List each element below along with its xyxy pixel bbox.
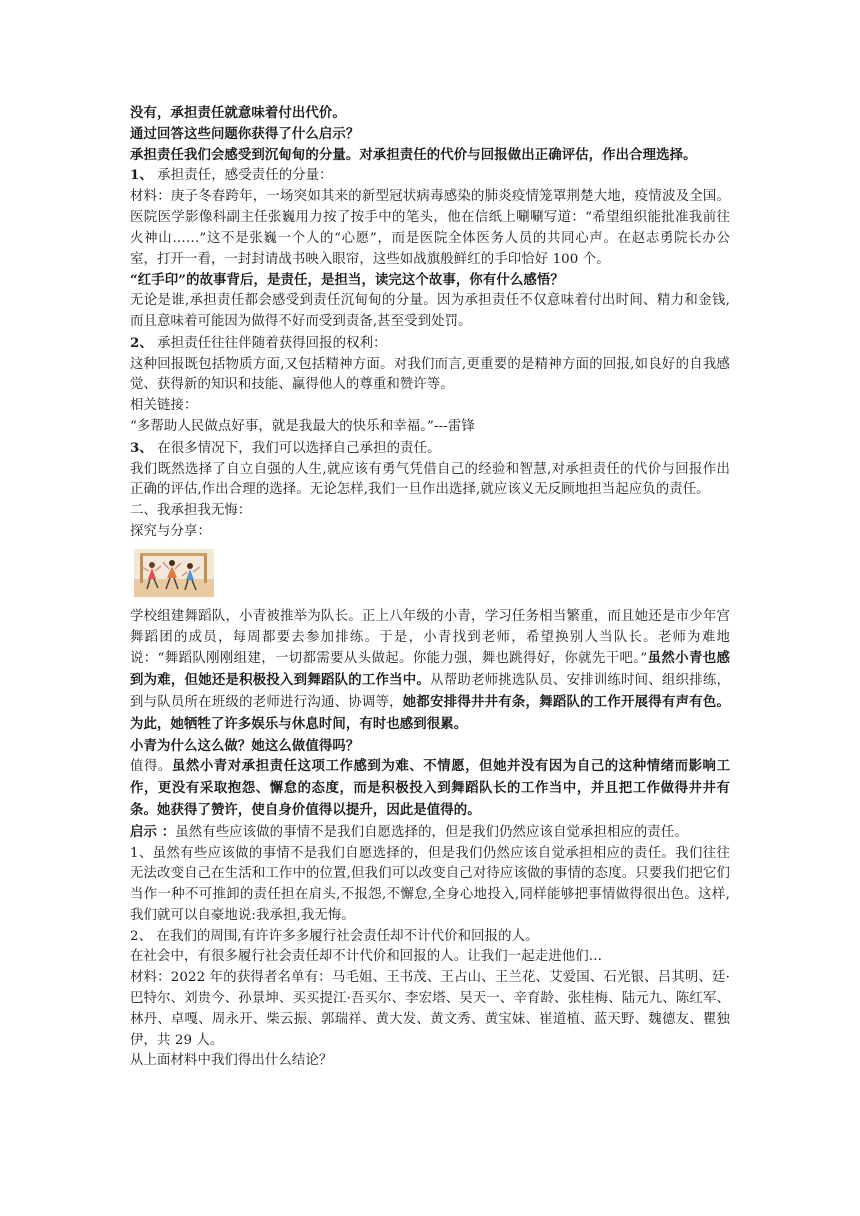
heading-number: 3、 — [130, 439, 153, 456]
heading-text: 承担责任往往伴随着获得回报的权利： — [157, 335, 387, 351]
answer-lead: 值得。 — [130, 759, 172, 775]
question: 从上面材料中我们得出什么结论？ — [130, 1053, 333, 1069]
quote: “多帮助人民做点好事，就是我最大的快乐和幸福。”---雷锋 — [130, 418, 475, 434]
paragraph: 2、 在我们的周围,有许许多多履行社会责任却不计代价和回报的人。 — [130, 928, 539, 944]
story-text: 从帮助老师挑选队员、安排训练时间、组织排练，到与队员所在班级的老师进行沟通、协调等， — [130, 673, 730, 710]
paragraph: 我们既然选择了自立自强的人生,就应该有勇气凭借自己的经验和智慧,对承担责任的代价与回报作出正确的评估,作出合理的选择。无论怎样,我们一旦作出选择,就应该义无反顾地担当起应负的责任。 — [130, 461, 730, 498]
heading-1 — [130, 165, 730, 187]
document-body — [130, 103, 730, 1072]
link-label: 相关链接： — [130, 398, 198, 414]
explore-label: 探究与分享： — [130, 523, 211, 539]
story-paragraph — [130, 607, 730, 736]
paragraph: 通过回答这些问题你获得了什么启示？ — [130, 125, 360, 142]
dance-photo-icon — [130, 545, 218, 601]
heading-number: 1、 — [130, 167, 153, 184]
heading-2 — [130, 333, 730, 355]
heading-number: 2、 — [130, 334, 153, 351]
heading-3 — [130, 438, 730, 460]
story-text: 学校组建舞蹈队，小青被推举为队长。正上八年级的小青，学习任务相当繁重，而且她还是市少年宫舞蹈团的成员，每周都要去参加排练。于是，小青找到老师，希望换别人当队长。老师为难地说：“舞蹈队刚刚组建，一切都需要从头做起。你能力强，舞也跳得好，你就先干吧。” — [130, 608, 730, 667]
paragraph: 无论是谁,承担责任都会感受到责任沉甸甸的分量。因为承担责任不仅意味着付出时间、精力和金钱,而且意味着可能因为做得不好而受到责备,甚至受到处罚。 — [130, 293, 730, 329]
section-title: 二、我承担我无悔： — [130, 503, 252, 519]
paragraph: 在社会中，有很多履行社会责任却不计代价和回报的人。让我们一起走进他们… — [130, 949, 603, 965]
question: “红手印”的故事背后，是责任，是担当，读完这个故事，你有什么感悟？ — [130, 272, 564, 289]
insight-text: 虽然有些应该做的事情不是我们自愿选择的，但是我们仍然应该自觉承担相应的责任。 — [175, 824, 688, 840]
story-emphasis: 她都安排得井井有条，舞蹈队的工作开展得有声有色。为此，她牺牲了许多娱乐与休息时间，有时也感到很累。 — [130, 693, 730, 732]
heading-text: 承担责任，感受责任的分量： — [157, 168, 333, 184]
paragraph: 这种回报既包括物质方面,又包括精神方面。对我们而言,更重要的是精神方面的回报,如良好的自我感觉、获得新的知识和技能、赢得他人的尊重和赞许等。 — [130, 356, 730, 393]
insight-label: 启示 ： — [130, 823, 176, 840]
paragraph: 没有，承担责任就意味着付出代价。 — [130, 105, 346, 121]
paragraph: 材料：庚子冬春跨年，一场突如其来的新型冠状病毒感染的肺炎疫情笼罩荆楚大地，疫情波及全国。 医院医学影像科副主任张巍用力按了按手中的笔头，他在信纸上唰唰写道：“希望组织能批准我前往火神山……”这不是张巍一个人的“心愿”，而是医院全体医务人员的共同心声。在赵志勇院长办公室，打开一看，一封封请战书映入眼帘，这些如战旗般鲜红的手印恰好 100 个。 — [130, 189, 730, 267]
heading-text: 在很多情况下，我们可以选择自己承担的责任。 — [157, 440, 441, 456]
answer-paragraph — [130, 756, 730, 821]
paragraph: 承担责任我们会感受到沉甸甸的分量。对承担责任的代价与回报做出正确评估，作出合理选择。 — [130, 146, 697, 163]
answer-body: 虽然小青对承担责任这项工作感到为难、不情愿，但她并没有因为自己的这种情绪而影响工作，更没有采取抱怨、懈怠的态度，而是积极投入到舞蹈队长的工作当中，并且把工作做得井井有条。她获得了赞许，使自身价值得以提升，因此是值得的。 — [130, 758, 730, 818]
insight-paragraph — [130, 822, 730, 844]
paragraph: 材料：2022 年的获得者名单有：马毛姐、王书茂、王占山、王兰花、艾爱国、石光银、吕其明、廷·巴特尔、刘贵今、孙景坤、买买提江·吾买尔、李宏塔、吴天一、辛育龄、张桂梅、陆元九、陈红军、林丹、卓嘎、周永开、柴云振、郭瑞祥、黄大发、黄文秀、黄宝妹、崔道植、蓝天野、魏德友、瞿独伊，共 29 人。 — [130, 970, 730, 1048]
story-emphasis: 虽然小青也感到为难，但她还是积极投入到舞蹈队的工作当中。 — [130, 650, 730, 689]
question: 小青为什么这么做？她这么做值得吗？ — [130, 737, 360, 754]
paragraph: 1、虽然有些应该做的事情不是我们自愿选择的，但是我们仍然应该自觉承担相应的责任。我们往往无法改变自己在生活和工作中的位置,但我们可以改变自己对待应该做的事情的态度。只要我们把它们当作一种不可推卸的责任担在肩头,不报怨,不懈怠,全身心地投入,同样能够把事情做得很出色。这样,我们就可以自豪地说:我承担,我无悔。 — [130, 845, 730, 923]
dance-illustration — [130, 545, 218, 601]
